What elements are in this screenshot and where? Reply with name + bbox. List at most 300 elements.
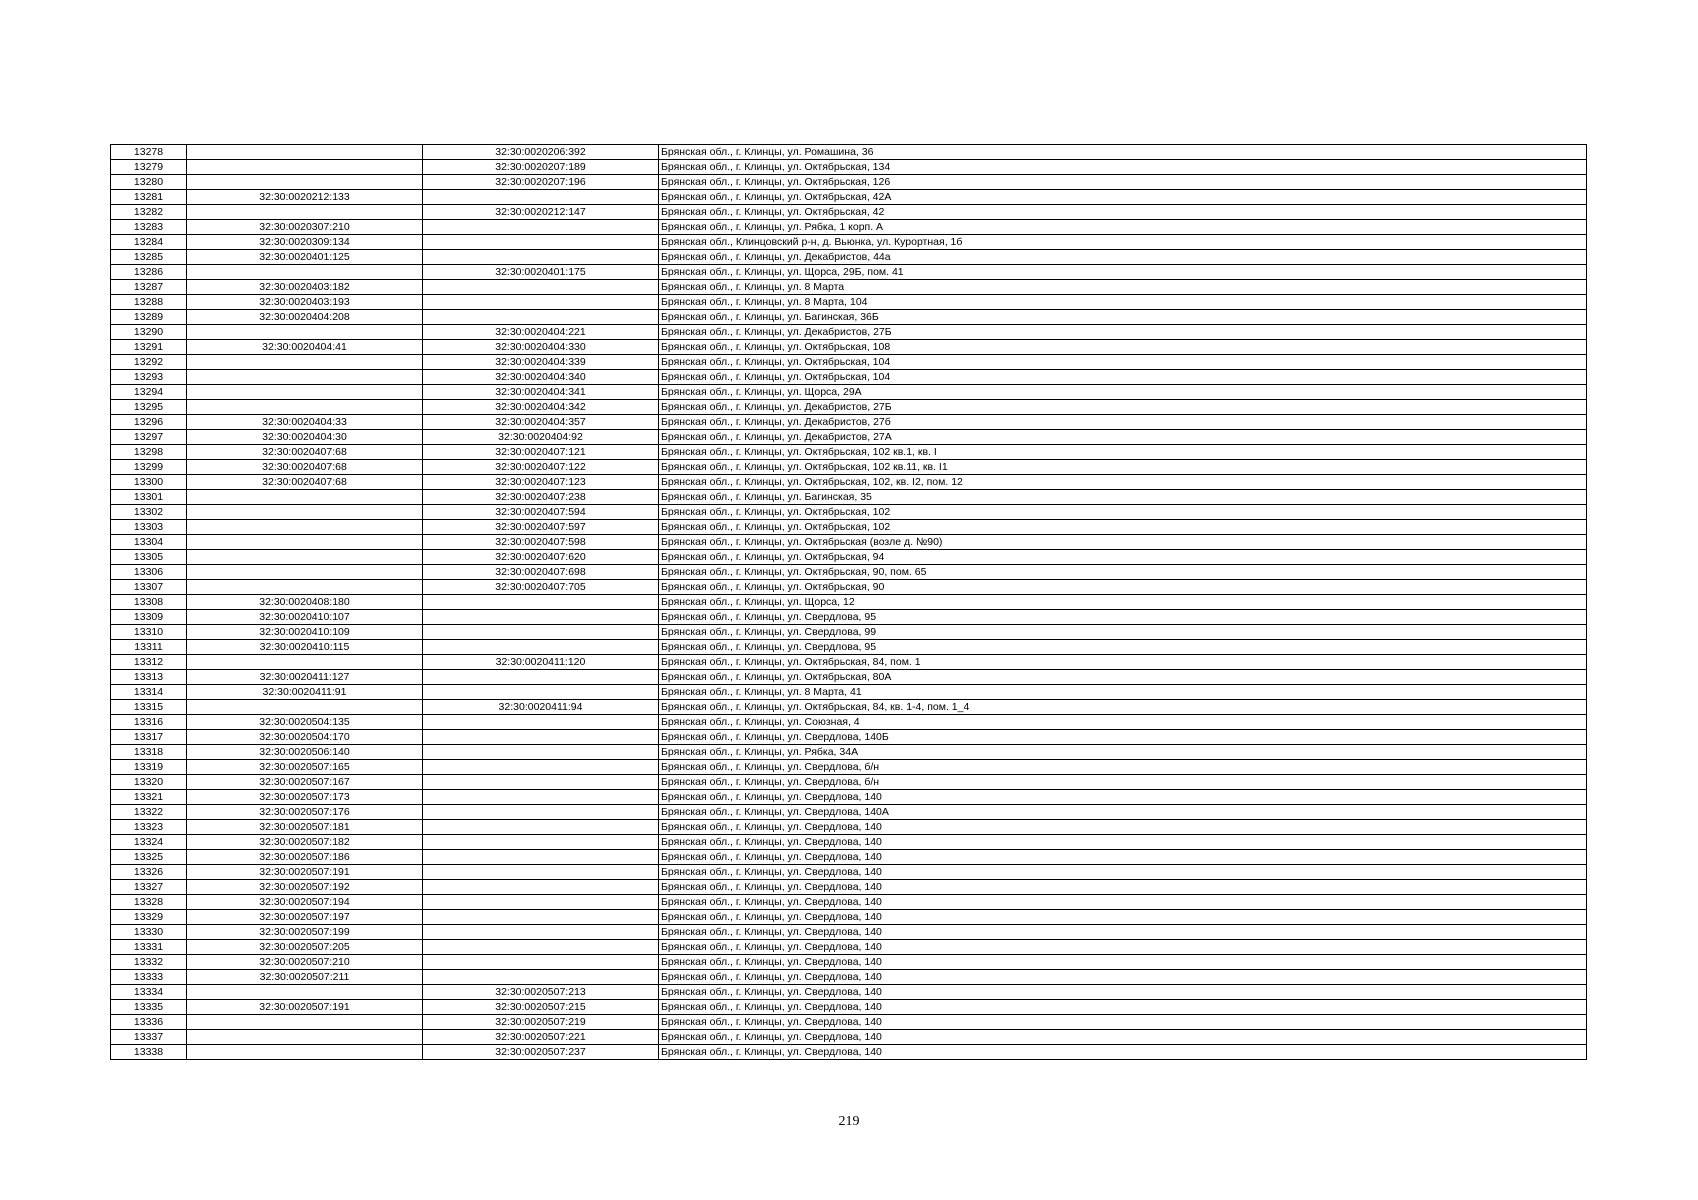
cadastral-number-1-cell: 32:30:0020507:192 bbox=[187, 880, 423, 895]
address-cell: Брянская обл., г. Клинцы, ул. Свердлова, 99 bbox=[659, 625, 1587, 640]
cadastral-number-2-cell: 32:30:0020404:357 bbox=[423, 415, 659, 430]
cadastral-number-1-cell bbox=[187, 205, 423, 220]
cadastral-number-1-cell bbox=[187, 355, 423, 370]
table-row bbox=[111, 355, 1587, 370]
row-number-cell: 13329 bbox=[111, 910, 187, 925]
table-row bbox=[111, 1030, 1587, 1045]
table-row bbox=[111, 985, 1587, 1000]
address-cell: Брянская обл., г. Клинцы, ул. Свердлова, 140 bbox=[659, 985, 1587, 1000]
cadastral-number-2-cell bbox=[423, 925, 659, 940]
cadastral-number-1-cell: 32:30:0020507:167 bbox=[187, 775, 423, 790]
row-number-cell: 13278 bbox=[111, 145, 187, 160]
cadastral-number-2-cell: 32:30:0020507:215 bbox=[423, 1000, 659, 1015]
address-cell: Брянская обл., г. Клинцы, ул. Октябрьская, 102 кв.11, кв. I1 bbox=[659, 460, 1587, 475]
cadastral-number-2-cell: 32:30:0020404:339 bbox=[423, 355, 659, 370]
row-number-cell: 13288 bbox=[111, 295, 187, 310]
cadastral-number-1-cell: 32:30:0020309:134 bbox=[187, 235, 423, 250]
address-cell: Брянская обл., г. Клинцы, ул. Октябрьская, 84, пом. 1 bbox=[659, 655, 1587, 670]
row-number-cell: 13294 bbox=[111, 385, 187, 400]
address-cell: Брянская обл., г. Клинцы, ул. Декабристов, 27А bbox=[659, 430, 1587, 445]
cadastral-number-2-cell bbox=[423, 880, 659, 895]
table-row bbox=[111, 250, 1587, 265]
row-number-cell: 13285 bbox=[111, 250, 187, 265]
address-cell: Брянская обл., г. Клинцы, ул. Свердлова, 140 bbox=[659, 820, 1587, 835]
table-row bbox=[111, 670, 1587, 685]
cadastral-number-1-cell: 32:30:0020403:182 bbox=[187, 280, 423, 295]
table-row bbox=[111, 340, 1587, 355]
address-cell: Брянская обл., г. Клинцы, ул. Рябка, 34А bbox=[659, 745, 1587, 760]
row-number-cell: 13305 bbox=[111, 550, 187, 565]
row-number-cell: 13338 bbox=[111, 1045, 187, 1060]
cadastral-number-1-cell: 32:30:0020407:68 bbox=[187, 475, 423, 490]
table-row bbox=[111, 685, 1587, 700]
table-row bbox=[111, 160, 1587, 175]
row-number-cell: 13315 bbox=[111, 700, 187, 715]
table-row bbox=[111, 1015, 1587, 1030]
cadastral-number-1-cell: 32:30:0020410:115 bbox=[187, 640, 423, 655]
cadastral-number-1-cell bbox=[187, 1030, 423, 1045]
cadastral-number-1-cell: 32:30:0020403:193 bbox=[187, 295, 423, 310]
cadastral-number-1-cell: 32:30:0020410:107 bbox=[187, 610, 423, 625]
cadastral-number-2-cell bbox=[423, 760, 659, 775]
address-cell: Брянская обл., г. Клинцы, ул. Октябрьская, 104 bbox=[659, 355, 1587, 370]
address-cell: Брянская обл., г. Клинцы, ул. Свердлова, 140А bbox=[659, 805, 1587, 820]
address-cell: Брянская обл., г. Клинцы, ул. Багинская, 36Б bbox=[659, 310, 1587, 325]
address-cell: Брянская обл., г. Клинцы, ул. Свердлова, 140 bbox=[659, 970, 1587, 985]
table-row bbox=[111, 865, 1587, 880]
row-number-cell: 13337 bbox=[111, 1030, 187, 1045]
cadastral-number-1-cell: 32:30:0020404:208 bbox=[187, 310, 423, 325]
table-row bbox=[111, 430, 1587, 445]
cadastral-number-2-cell: 32:30:0020407:705 bbox=[423, 580, 659, 595]
cadastral-number-1-cell bbox=[187, 580, 423, 595]
table-row bbox=[111, 325, 1587, 340]
cadastral-number-2-cell: 32:30:0020407:597 bbox=[423, 520, 659, 535]
cadastral-number-2-cell: 32:30:0020507:221 bbox=[423, 1030, 659, 1045]
table-row bbox=[111, 280, 1587, 295]
table-row bbox=[111, 940, 1587, 955]
cadastral-number-1-cell bbox=[187, 565, 423, 580]
row-number-cell: 13312 bbox=[111, 655, 187, 670]
cadastral-number-2-cell bbox=[423, 595, 659, 610]
row-number-cell: 13283 bbox=[111, 220, 187, 235]
cadastral-number-1-cell: 32:30:0020404:33 bbox=[187, 415, 423, 430]
row-number-cell: 13292 bbox=[111, 355, 187, 370]
table-row bbox=[111, 505, 1587, 520]
row-number-cell: 13317 bbox=[111, 730, 187, 745]
address-cell: Брянская обл., г. Клинцы, ул. Свердлова, 140 bbox=[659, 1030, 1587, 1045]
cadastral-number-1-cell bbox=[187, 985, 423, 1000]
cadastral-number-2-cell bbox=[423, 295, 659, 310]
row-number-cell: 13301 bbox=[111, 490, 187, 505]
address-cell: Брянская обл., г. Клинцы, ул. Октябрьская, 126 bbox=[659, 175, 1587, 190]
table-row bbox=[111, 535, 1587, 550]
cadastral-number-1-cell: 32:30:0020212:133 bbox=[187, 190, 423, 205]
table-row bbox=[111, 295, 1587, 310]
cadastral-number-1-cell bbox=[187, 1045, 423, 1060]
row-number-cell: 13314 bbox=[111, 685, 187, 700]
row-number-cell: 13282 bbox=[111, 205, 187, 220]
cadastral-number-1-cell bbox=[187, 520, 423, 535]
cadastral-number-1-cell bbox=[187, 325, 423, 340]
address-cell: Брянская обл., г. Клинцы, ул. Свердлова, 95 bbox=[659, 610, 1587, 625]
address-cell: Брянская обл., г. Клинцы, ул. Свердлова, 140 bbox=[659, 955, 1587, 970]
table-row bbox=[111, 970, 1587, 985]
address-cell: Брянская обл., г. Клинцы, ул. Щорса, 29А bbox=[659, 385, 1587, 400]
address-cell: Брянская обл., г. Клинцы, ул. Октябрьская, 102 кв.1, кв. I bbox=[659, 445, 1587, 460]
row-number-cell: 13334 bbox=[111, 985, 187, 1000]
cadastral-number-2-cell bbox=[423, 220, 659, 235]
table-row bbox=[111, 640, 1587, 655]
cadastral-number-2-cell: 32:30:0020411:94 bbox=[423, 700, 659, 715]
cadastral-number-1-cell bbox=[187, 385, 423, 400]
row-number-cell: 13309 bbox=[111, 610, 187, 625]
row-number-cell: 13303 bbox=[111, 520, 187, 535]
row-number-cell: 13323 bbox=[111, 820, 187, 835]
address-cell: Брянская обл., Клинцовский р-н, д. Вьюнка, ул. Курортная, 1б bbox=[659, 235, 1587, 250]
cadastral-number-2-cell: 32:30:0020507:213 bbox=[423, 985, 659, 1000]
row-number-cell: 13281 bbox=[111, 190, 187, 205]
address-cell: Брянская обл., г. Клинцы, ул. Свердлова, 95 bbox=[659, 640, 1587, 655]
cadastral-number-1-cell bbox=[187, 160, 423, 175]
address-cell: Брянская обл., г. Клинцы, ул. Щорса, 12 bbox=[659, 595, 1587, 610]
address-cell: Брянская обл., г. Клинцы, ул. Октябрьская, 80А bbox=[659, 670, 1587, 685]
row-number-cell: 13319 bbox=[111, 760, 187, 775]
cadastral-number-1-cell: 32:30:0020407:68 bbox=[187, 445, 423, 460]
table-row bbox=[111, 775, 1587, 790]
address-cell: Брянская обл., г. Клинцы, ул. Рябка, 1 корп. А bbox=[659, 220, 1587, 235]
address-cell: Брянская обл., г. Клинцы, ул. Свердлова, 140 bbox=[659, 835, 1587, 850]
row-number-cell: 13308 bbox=[111, 595, 187, 610]
row-number-cell: 13322 bbox=[111, 805, 187, 820]
address-cell: Брянская обл., г. Клинцы, ул. Октябрьская (возле д. №90) bbox=[659, 535, 1587, 550]
table-row bbox=[111, 190, 1587, 205]
address-cell: Брянская обл., г. Клинцы, ул. Октябрьская, 94 bbox=[659, 550, 1587, 565]
table-row bbox=[111, 880, 1587, 895]
cadastral-number-2-cell bbox=[423, 625, 659, 640]
cadastral-number-2-cell bbox=[423, 865, 659, 880]
table-row bbox=[111, 910, 1587, 925]
row-number-cell: 13280 bbox=[111, 175, 187, 190]
table-row bbox=[111, 475, 1587, 490]
cadastral-number-2-cell: 32:30:0020407:122 bbox=[423, 460, 659, 475]
cadastral-number-2-cell: 32:30:0020507:219 bbox=[423, 1015, 659, 1030]
row-number-cell: 13325 bbox=[111, 850, 187, 865]
table-row bbox=[111, 655, 1587, 670]
table-row bbox=[111, 235, 1587, 250]
table-row bbox=[111, 175, 1587, 190]
cadastral-number-2-cell: 32:30:0020404:330 bbox=[423, 340, 659, 355]
table-row bbox=[111, 565, 1587, 580]
cadastral-number-1-cell: 32:30:0020507:186 bbox=[187, 850, 423, 865]
cadastral-number-1-cell: 32:30:0020507:191 bbox=[187, 1000, 423, 1015]
cadastral-number-2-cell: 32:30:0020207:189 bbox=[423, 160, 659, 175]
row-number-cell: 13320 bbox=[111, 775, 187, 790]
row-number-cell: 13328 bbox=[111, 895, 187, 910]
row-number-cell: 13304 bbox=[111, 535, 187, 550]
address-cell: Брянская обл., г. Клинцы, ул. Декабристов, 44а bbox=[659, 250, 1587, 265]
row-number-cell: 13327 bbox=[111, 880, 187, 895]
cadastral-number-2-cell bbox=[423, 715, 659, 730]
cadastral-number-2-cell: 32:30:0020411:120 bbox=[423, 655, 659, 670]
cadastral-number-2-cell bbox=[423, 235, 659, 250]
row-number-cell: 13324 bbox=[111, 835, 187, 850]
address-cell: Брянская обл., г. Клинцы, ул. 8 Марта bbox=[659, 280, 1587, 295]
row-number-cell: 13297 bbox=[111, 430, 187, 445]
cadastral-number-2-cell bbox=[423, 895, 659, 910]
address-cell: Брянская обл., г. Клинцы, ул. Декабристов, 27б bbox=[659, 415, 1587, 430]
cadastral-number-2-cell: 32:30:0020206:392 bbox=[423, 145, 659, 160]
table-row bbox=[111, 520, 1587, 535]
address-cell: Брянская обл., г. Клинцы, ул. Свердлова, б/н bbox=[659, 760, 1587, 775]
cadastral-number-1-cell bbox=[187, 505, 423, 520]
table-row bbox=[111, 745, 1587, 760]
address-cell: Брянская обл., г. Клинцы, ул. Октябрьская, 102, кв. I2, пом. 12 bbox=[659, 475, 1587, 490]
cadastral-number-2-cell: 32:30:0020404:221 bbox=[423, 325, 659, 340]
cadastral-number-2-cell bbox=[423, 790, 659, 805]
address-cell: Брянская обл., г. Клинцы, ул. Декабристов, 27Б bbox=[659, 325, 1587, 340]
cadastral-number-1-cell: 32:30:0020401:125 bbox=[187, 250, 423, 265]
address-cell: Брянская обл., г. Клинцы, ул. Свердлова, 140 bbox=[659, 850, 1587, 865]
table-row bbox=[111, 310, 1587, 325]
cadastral-number-1-cell bbox=[187, 370, 423, 385]
cadastral-number-2-cell bbox=[423, 910, 659, 925]
table-row bbox=[111, 955, 1587, 970]
table-row bbox=[111, 415, 1587, 430]
row-number-cell: 13307 bbox=[111, 580, 187, 595]
table-row bbox=[111, 625, 1587, 640]
cadastral-number-2-cell: 32:30:0020507:237 bbox=[423, 1045, 659, 1060]
cadastral-number-1-cell: 32:30:0020507:210 bbox=[187, 955, 423, 970]
row-number-cell: 13300 bbox=[111, 475, 187, 490]
row-number-cell: 13295 bbox=[111, 400, 187, 415]
address-cell: Брянская обл., г. Клинцы, ул. Свердлова, 140 bbox=[659, 880, 1587, 895]
register-table bbox=[110, 144, 1587, 1060]
row-number-cell: 13331 bbox=[111, 940, 187, 955]
cadastral-number-1-cell: 32:30:0020507:181 bbox=[187, 820, 423, 835]
address-cell: Брянская обл., г. Клинцы, ул. Свердлова, 140 bbox=[659, 895, 1587, 910]
cadastral-number-2-cell bbox=[423, 250, 659, 265]
cadastral-number-1-cell bbox=[187, 655, 423, 670]
cadastral-number-1-cell bbox=[187, 175, 423, 190]
row-number-cell: 13293 bbox=[111, 370, 187, 385]
cadastral-number-1-cell bbox=[187, 265, 423, 280]
address-cell: Брянская обл., г. Клинцы, ул. 8 Марта, 104 bbox=[659, 295, 1587, 310]
cadastral-number-1-cell: 32:30:0020507:199 bbox=[187, 925, 423, 940]
cadastral-number-2-cell: 32:30:0020404:342 bbox=[423, 400, 659, 415]
row-number-cell: 13310 bbox=[111, 625, 187, 640]
cadastral-number-2-cell bbox=[423, 190, 659, 205]
table-row bbox=[111, 1000, 1587, 1015]
cadastral-number-2-cell bbox=[423, 970, 659, 985]
table-row bbox=[111, 385, 1587, 400]
table-row bbox=[111, 400, 1587, 415]
table-row bbox=[111, 370, 1587, 385]
address-cell: Брянская обл., г. Клинцы, ул. Свердлова, 140 bbox=[659, 790, 1587, 805]
address-cell: Брянская обл., г. Клинцы, ул. Октябрьская, 102 bbox=[659, 520, 1587, 535]
table-row bbox=[111, 580, 1587, 595]
address-cell: Брянская обл., г. Клинцы, ул. Свердлова, 140 bbox=[659, 1045, 1587, 1060]
cadastral-number-2-cell bbox=[423, 310, 659, 325]
cadastral-number-1-cell: 32:30:0020507:211 bbox=[187, 970, 423, 985]
address-cell: Брянская обл., г. Клинцы, ул. Октябрьская, 90 bbox=[659, 580, 1587, 595]
table-row bbox=[111, 730, 1587, 745]
table-row bbox=[111, 205, 1587, 220]
cadastral-number-2-cell: 32:30:0020407:620 bbox=[423, 550, 659, 565]
cadastral-number-2-cell bbox=[423, 280, 659, 295]
address-cell: Брянская обл., г. Клинцы, ул. Свердлова, 140 bbox=[659, 925, 1587, 940]
table-row bbox=[111, 850, 1587, 865]
address-cell: Брянская обл., г. Клинцы, ул. Ромашина, 36 bbox=[659, 145, 1587, 160]
table-row bbox=[111, 445, 1587, 460]
row-number-cell: 13311 bbox=[111, 640, 187, 655]
table-row bbox=[111, 835, 1587, 850]
cadastral-number-1-cell bbox=[187, 490, 423, 505]
row-number-cell: 13279 bbox=[111, 160, 187, 175]
table-row bbox=[111, 715, 1587, 730]
row-number-cell: 13298 bbox=[111, 445, 187, 460]
cadastral-number-2-cell: 32:30:0020407:698 bbox=[423, 565, 659, 580]
address-cell: Брянская обл., г. Клинцы, ул. Октябрьская, 102 bbox=[659, 505, 1587, 520]
cadastral-number-1-cell bbox=[187, 700, 423, 715]
cadastral-number-1-cell: 32:30:0020411:127 bbox=[187, 670, 423, 685]
row-number-cell: 13313 bbox=[111, 670, 187, 685]
cadastral-number-2-cell: 32:30:0020401:175 bbox=[423, 265, 659, 280]
cadastral-number-2-cell bbox=[423, 745, 659, 760]
cadastral-number-1-cell: 32:30:0020407:68 bbox=[187, 460, 423, 475]
table-row bbox=[111, 145, 1587, 160]
address-cell: Брянская обл., г. Клинцы, ул. Свердлова, 140 bbox=[659, 940, 1587, 955]
cadastral-number-2-cell bbox=[423, 640, 659, 655]
cadastral-number-2-cell: 32:30:0020212:147 bbox=[423, 205, 659, 220]
cadastral-number-2-cell bbox=[423, 610, 659, 625]
cadastral-number-1-cell: 32:30:0020404:30 bbox=[187, 430, 423, 445]
row-number-cell: 13333 bbox=[111, 970, 187, 985]
row-number-cell: 13330 bbox=[111, 925, 187, 940]
address-cell: Брянская обл., г. Клинцы, ул. Октябрьская, 84, кв. 1-4, пом. 1_4 bbox=[659, 700, 1587, 715]
cadastral-number-1-cell: 32:30:0020507:194 bbox=[187, 895, 423, 910]
table-row bbox=[111, 610, 1587, 625]
address-cell: Брянская обл., г. Клинцы, ул. Багинская, 35 bbox=[659, 490, 1587, 505]
row-number-cell: 13291 bbox=[111, 340, 187, 355]
cadastral-number-2-cell: 32:30:0020207:196 bbox=[423, 175, 659, 190]
cadastral-number-1-cell bbox=[187, 550, 423, 565]
address-cell: Брянская обл., г. Клинцы, ул. Щорса, 29Б, пом. 41 bbox=[659, 265, 1587, 280]
address-cell: Брянская обл., г. Клинцы, ул. Октябрьская, 42 bbox=[659, 205, 1587, 220]
cadastral-number-2-cell: 32:30:0020404:341 bbox=[423, 385, 659, 400]
table-row bbox=[111, 925, 1587, 940]
row-number-cell: 13286 bbox=[111, 265, 187, 280]
cadastral-number-1-cell: 32:30:0020507:176 bbox=[187, 805, 423, 820]
cadastral-number-2-cell: 32:30:0020407:121 bbox=[423, 445, 659, 460]
table-row bbox=[111, 895, 1587, 910]
cadastral-number-1-cell: 32:30:0020504:170 bbox=[187, 730, 423, 745]
cadastral-number-1-cell: 32:30:0020408:180 bbox=[187, 595, 423, 610]
cadastral-number-2-cell bbox=[423, 850, 659, 865]
row-number-cell: 13289 bbox=[111, 310, 187, 325]
cadastral-number-1-cell: 32:30:0020504:135 bbox=[187, 715, 423, 730]
cadastral-number-2-cell: 32:30:0020407:598 bbox=[423, 535, 659, 550]
cadastral-number-2-cell: 32:30:0020404:340 bbox=[423, 370, 659, 385]
cadastral-number-1-cell bbox=[187, 1015, 423, 1030]
cadastral-number-1-cell bbox=[187, 535, 423, 550]
row-number-cell: 13318 bbox=[111, 745, 187, 760]
row-number-cell: 13326 bbox=[111, 865, 187, 880]
cadastral-number-1-cell: 32:30:0020506:140 bbox=[187, 745, 423, 760]
cadastral-number-1-cell: 32:30:0020404:41 bbox=[187, 340, 423, 355]
cadastral-number-2-cell bbox=[423, 805, 659, 820]
page-number: 219 bbox=[838, 1114, 860, 1129]
table-row bbox=[111, 490, 1587, 505]
row-number-cell: 13336 bbox=[111, 1015, 187, 1030]
table-row bbox=[111, 265, 1587, 280]
table-row bbox=[111, 1045, 1587, 1060]
row-number-cell: 13302 bbox=[111, 505, 187, 520]
row-number-cell: 13296 bbox=[111, 415, 187, 430]
cadastral-number-2-cell bbox=[423, 835, 659, 850]
row-number-cell: 13332 bbox=[111, 955, 187, 970]
row-number-cell: 13316 bbox=[111, 715, 187, 730]
cadastral-number-2-cell bbox=[423, 670, 659, 685]
register-table-body bbox=[111, 145, 1587, 1060]
table-row bbox=[111, 550, 1587, 565]
address-cell: Брянская обл., г. Клинцы, ул. Свердлова, 140 bbox=[659, 1000, 1587, 1015]
address-cell: Брянская обл., г. Клинцы, ул. Октябрьская, 108 bbox=[659, 340, 1587, 355]
row-number-cell: 13299 bbox=[111, 460, 187, 475]
cadastral-number-1-cell: 32:30:0020507:191 bbox=[187, 865, 423, 880]
cadastral-number-1-cell: 32:30:0020307:210 bbox=[187, 220, 423, 235]
cadastral-number-2-cell: 32:30:0020407:238 bbox=[423, 490, 659, 505]
table-row bbox=[111, 820, 1587, 835]
cadastral-number-1-cell: 32:30:0020507:165 bbox=[187, 760, 423, 775]
cadastral-number-2-cell: 32:30:0020404:92 bbox=[423, 430, 659, 445]
cadastral-number-2-cell bbox=[423, 775, 659, 790]
address-cell: Брянская обл., г. Клинцы, ул. Свердлова, 140 bbox=[659, 910, 1587, 925]
cadastral-number-1-cell: 32:30:0020507:197 bbox=[187, 910, 423, 925]
address-cell: Брянская обл., г. Клинцы, ул. Октябрьская, 104 bbox=[659, 370, 1587, 385]
cadastral-number-1-cell bbox=[187, 145, 423, 160]
address-cell: Брянская обл., г. Клинцы, ул. Октябрьская, 42А bbox=[659, 190, 1587, 205]
address-cell: Брянская обл., г. Клинцы, ул. Союзная, 4 bbox=[659, 715, 1587, 730]
cadastral-number-1-cell bbox=[187, 400, 423, 415]
cadastral-number-2-cell: 32:30:0020407:594 bbox=[423, 505, 659, 520]
cadastral-number-1-cell: 32:30:0020411:91 bbox=[187, 685, 423, 700]
cadastral-number-2-cell bbox=[423, 955, 659, 970]
cadastral-number-1-cell: 32:30:0020507:182 bbox=[187, 835, 423, 850]
cadastral-number-2-cell bbox=[423, 730, 659, 745]
cadastral-number-2-cell bbox=[423, 820, 659, 835]
row-number-cell: 13306 bbox=[111, 565, 187, 580]
row-number-cell: 13284 bbox=[111, 235, 187, 250]
row-number-cell: 13321 bbox=[111, 790, 187, 805]
row-number-cell: 13290 bbox=[111, 325, 187, 340]
table-row bbox=[111, 595, 1587, 610]
address-cell: Брянская обл., г. Клинцы, ул. Свердлова, 140 bbox=[659, 1015, 1587, 1030]
table-row bbox=[111, 220, 1587, 235]
table-row bbox=[111, 805, 1587, 820]
table-row bbox=[111, 760, 1587, 775]
address-cell: Брянская обл., г. Клинцы, ул. Свердлова, 140 bbox=[659, 865, 1587, 880]
address-cell: Брянская обл., г. Клинцы, ул. Октябрьская, 134 bbox=[659, 160, 1587, 175]
address-cell: Брянская обл., г. Клинцы, ул. Свердлова, 140Б bbox=[659, 730, 1587, 745]
address-cell: Брянская обл., г. Клинцы, ул. 8 Марта, 41 bbox=[659, 685, 1587, 700]
cadastral-number-1-cell: 32:30:0020410:109 bbox=[187, 625, 423, 640]
cadastral-number-1-cell: 32:30:0020507:205 bbox=[187, 940, 423, 955]
row-number-cell: 13287 bbox=[111, 280, 187, 295]
address-cell: Брянская обл., г. Клинцы, ул. Октябрьская, 90, пом. 65 bbox=[659, 565, 1587, 580]
table-row bbox=[111, 700, 1587, 715]
address-cell: Брянская обл., г. Клинцы, ул. Декабристов, 27Б bbox=[659, 400, 1587, 415]
